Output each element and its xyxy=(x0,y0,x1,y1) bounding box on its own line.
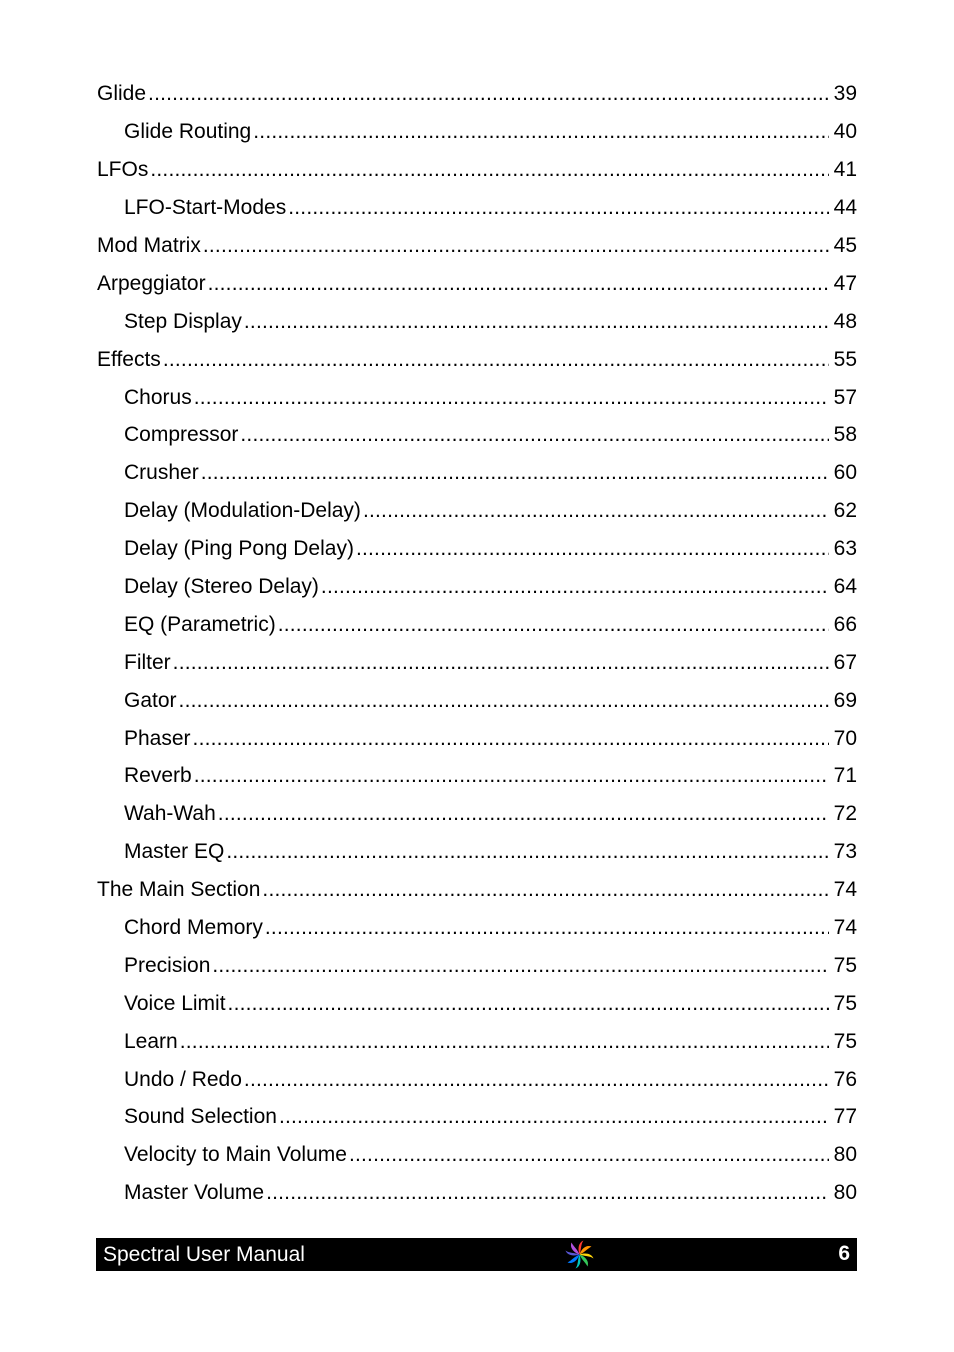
dot-leader xyxy=(228,993,829,1014)
toc-entry[interactable] xyxy=(97,302,857,340)
dot-leader xyxy=(278,614,829,635)
dot-leader xyxy=(208,273,829,294)
toc-entry[interactable] xyxy=(97,151,857,189)
toc-entry[interactable] xyxy=(97,871,857,909)
toc-entry[interactable] xyxy=(97,946,857,984)
toc-entry[interactable] xyxy=(97,264,857,302)
toc-entry-page: 75 xyxy=(833,953,857,977)
toc-entry-title: Chord Memory xyxy=(124,916,263,940)
toc-entry-page: 41 xyxy=(833,158,857,182)
toc-entry-page: 80 xyxy=(833,1143,857,1167)
toc-entry[interactable] xyxy=(97,757,857,795)
dot-leader xyxy=(150,159,829,180)
toc-entry-title: Reverb xyxy=(124,764,192,788)
toc-entry-page: 44 xyxy=(833,196,857,220)
dot-leader xyxy=(244,1069,829,1090)
toc-entry[interactable] xyxy=(97,378,857,416)
toc-entry-title: Glide Routing xyxy=(124,120,252,144)
toc-entry-page: 75 xyxy=(833,1029,857,1053)
dot-leader xyxy=(262,879,829,900)
dot-leader xyxy=(349,1144,829,1165)
toc-entry-title: Chorus xyxy=(124,385,192,409)
toc-entry-title: Undo / Redo xyxy=(124,1067,242,1091)
toc-entry[interactable] xyxy=(97,1060,857,1098)
dot-leader xyxy=(212,955,829,976)
toc-entry-page: 63 xyxy=(833,537,857,561)
toc-entry[interactable] xyxy=(97,1022,857,1060)
toc-entry-page: 73 xyxy=(833,840,857,864)
toc-entry-title: Velocity to Main Volume xyxy=(124,1143,347,1167)
toc-entry-page: 57 xyxy=(833,385,857,409)
toc-entry-title: Delay (Stereo Delay) xyxy=(124,575,319,599)
toc-entry-title: Master EQ xyxy=(124,840,225,864)
dot-leader xyxy=(240,424,829,445)
toc-entry-title: Step Display xyxy=(124,309,242,333)
toc-entry[interactable] xyxy=(97,833,857,871)
dot-leader xyxy=(163,349,829,370)
toc-entry-page: 62 xyxy=(833,499,857,523)
toc-entry[interactable] xyxy=(97,454,857,492)
toc-entry-page: 77 xyxy=(833,1105,857,1129)
dot-leader xyxy=(265,917,829,938)
toc-entry-title: Arpeggiator xyxy=(97,271,206,295)
dot-leader xyxy=(194,387,829,408)
dot-leader xyxy=(180,1031,829,1052)
toc-entry-title: Wah-Wah xyxy=(124,802,216,826)
toc-entry[interactable] xyxy=(97,75,857,113)
toc-entry-title: Filter xyxy=(124,650,171,674)
toc-entry[interactable] xyxy=(97,681,857,719)
toc-entry[interactable] xyxy=(97,416,857,454)
toc-entry-page: 70 xyxy=(833,726,857,750)
toc-entry-title: Precision xyxy=(124,953,211,977)
dot-leader xyxy=(203,235,829,256)
toc-entry-page: 74 xyxy=(833,916,857,940)
toc-entry-page: 67 xyxy=(833,650,857,674)
toc-entry-title: Mod Matrix xyxy=(97,234,201,257)
toc-entry-title: Gator xyxy=(124,688,177,712)
toc-entry-page: 58 xyxy=(833,423,857,447)
toc-entry-page: 45 xyxy=(833,234,857,257)
dot-leader xyxy=(321,576,829,597)
dot-leader xyxy=(173,652,829,673)
toc-entry-title: LFO-Start-Modes xyxy=(124,196,287,220)
toc-entry-page: 60 xyxy=(833,461,857,485)
toc-entry[interactable] xyxy=(97,605,857,643)
toc-entry[interactable] xyxy=(97,1136,857,1174)
toc-entry-page: 80 xyxy=(833,1181,857,1205)
dot-leader xyxy=(356,538,829,559)
toc-entry-page: 72 xyxy=(833,802,857,826)
toc-entry-title: Compressor xyxy=(124,423,239,447)
dot-leader xyxy=(253,121,829,142)
dot-leader xyxy=(279,1106,829,1127)
toc-entry-title: Effects xyxy=(97,347,161,371)
dot-leader xyxy=(179,690,829,711)
dot-leader xyxy=(201,462,829,483)
toc-entry[interactable] xyxy=(97,340,857,378)
toc-entry-title: LFOs xyxy=(97,158,149,182)
toc-entry[interactable] xyxy=(97,719,857,757)
toc-entry[interactable] xyxy=(97,227,857,265)
toc-entry[interactable] xyxy=(97,189,857,227)
manual-title: Spectral User Manual xyxy=(103,1242,305,1266)
toc-entry[interactable] xyxy=(97,1098,857,1136)
toc-entry-page: 69 xyxy=(833,688,857,712)
dot-leader xyxy=(244,311,829,332)
toc-entry-title: Learn xyxy=(124,1029,178,1053)
toc-entry[interactable] xyxy=(97,492,857,530)
toc-entry-title: Phaser xyxy=(124,726,191,750)
dot-leader xyxy=(266,1182,829,1203)
toc-entry-title: Delay (Modulation-Delay) xyxy=(124,499,361,523)
toc-entry-title: Master Volume xyxy=(124,1181,265,1205)
toc-entry-page: 47 xyxy=(833,271,857,295)
toc-entry-page: 64 xyxy=(833,575,857,599)
toc-entry-page: 75 xyxy=(833,991,857,1015)
toc-entry-page: 76 xyxy=(833,1067,857,1091)
toc-entry[interactable] xyxy=(97,568,857,606)
dot-leader xyxy=(218,803,829,824)
toc-entry-title: Voice Limit xyxy=(124,991,226,1015)
toc-entry-title: Crusher xyxy=(124,461,199,485)
toc-entry-page: 74 xyxy=(833,878,857,902)
toc-entry[interactable] xyxy=(97,113,857,151)
toc-entry[interactable] xyxy=(97,1174,857,1212)
toc-entry[interactable] xyxy=(97,643,857,681)
toc-entry-title: EQ (Parametric) xyxy=(124,612,276,636)
dot-leader xyxy=(194,765,829,786)
page-number: 6 xyxy=(838,1242,850,1265)
toc-entry-page: 71 xyxy=(833,764,857,788)
toc-entry-page: 39 xyxy=(833,82,857,106)
toc-entry[interactable] xyxy=(97,984,857,1022)
page-footer xyxy=(96,1238,857,1271)
toc-entry[interactable] xyxy=(97,530,857,568)
dot-leader xyxy=(363,500,829,521)
dot-leader xyxy=(193,728,829,749)
toc-entry[interactable] xyxy=(97,909,857,947)
dot-leader xyxy=(148,83,829,104)
dot-leader xyxy=(288,197,829,218)
toc-entry-title: Delay (Ping Pong Delay) xyxy=(124,537,354,561)
toc-entry-page: 40 xyxy=(833,120,857,144)
toc-entry-page: 66 xyxy=(833,612,857,636)
dot-leader xyxy=(226,841,829,862)
table-of-contents xyxy=(97,75,857,1212)
toc-entry-title: Glide xyxy=(97,82,147,106)
spectral-swirl-logo-icon xyxy=(563,1238,596,1271)
toc-entry-page: 55 xyxy=(833,347,857,371)
toc-entry-title: The Main Section xyxy=(97,878,261,902)
toc-entry[interactable] xyxy=(97,795,857,833)
toc-entry-page: 48 xyxy=(833,309,857,333)
toc-entry-title: Sound Selection xyxy=(124,1105,277,1129)
